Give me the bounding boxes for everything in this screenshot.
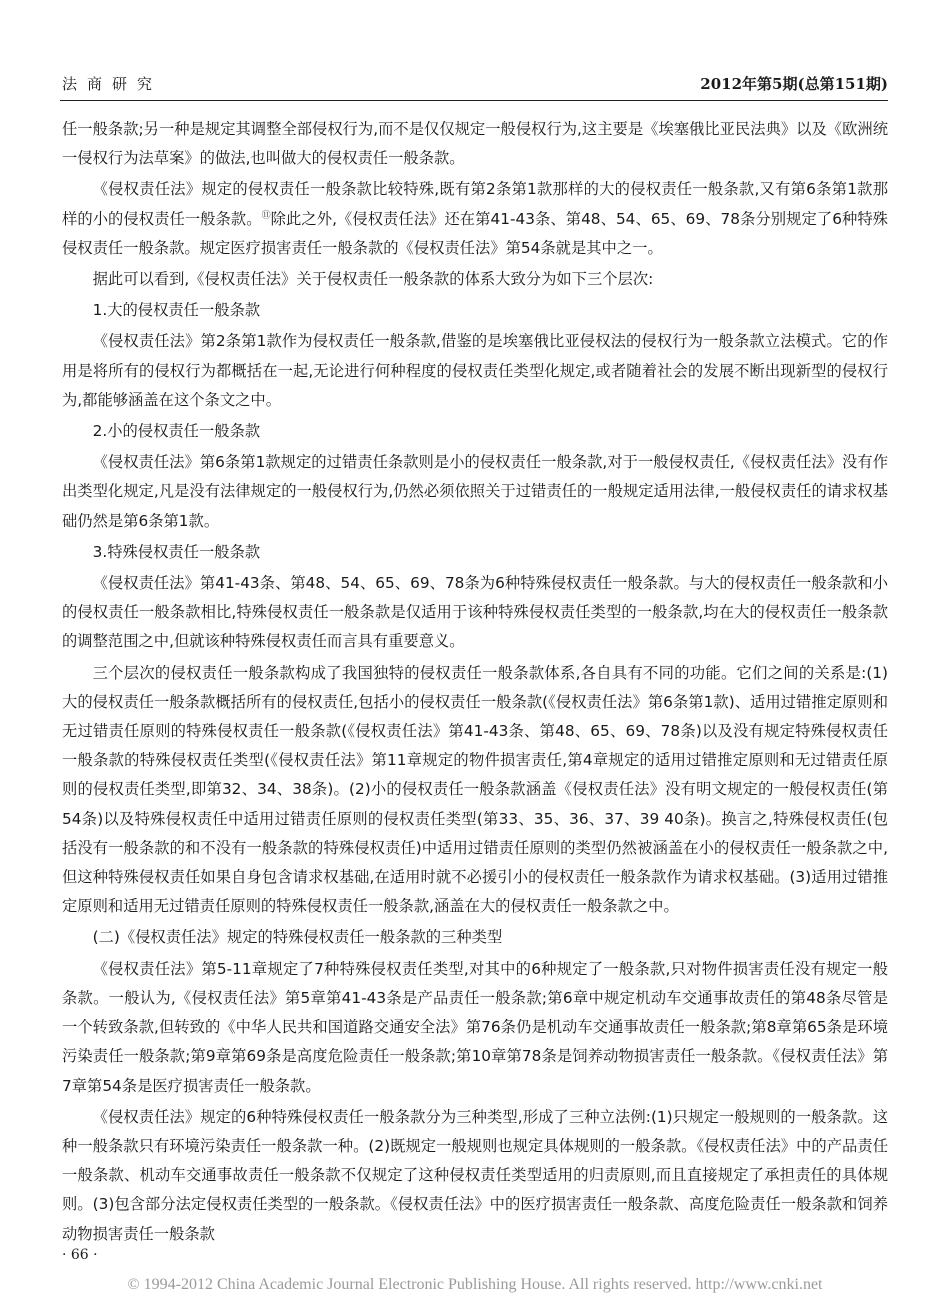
article-body: [62, 115, 888, 1251]
paragraph: 据此可以看到,《侵权责任法》关于侵权责任一般条款的体系大致分为如下三个层次:: [92, 270, 654, 289]
paragraph-text: 《侵权责任法》规定的侵权责任一般条款比较特殊,既有第2条第1款那样的大的侵权责任一般条款,又有第6条第1款那样的小的侵权责任一般条款。: [62, 180, 888, 228]
paragraph: 《侵权责任法》第41-43条、第48、54、65、69、78条为6种特殊侵权责任一般条款。与大的侵权责任一般条款和小的侵权责任一般条款相比,特殊侵权责任一般条款是仅适用于该种特殊侵权责任类型的一般条款,均在大的侵权责任一般条款的调整范围之中,但就该种特殊侵权责任而言具有重要意义。: [62, 574, 888, 651]
paragraph-text: 除此之外,《侵权责任法》还在第41-43条、第48、54、65、69、78条分别规定了6种特殊侵权责任一般条款。规定医疗损害责任一般条款的《侵权责任法》第54条就是其中之一。: [62, 209, 888, 257]
subheading: 3.特殊侵权责任一般条款: [92, 542, 261, 561]
subheading: 2.小的侵权责任一般条款: [92, 422, 261, 441]
section-heading: (二)《侵权责任法》规定的特殊侵权责任一般条款的三种类型: [92, 928, 503, 947]
journal-name: 法商研究: [62, 75, 163, 93]
paragraph: 任一般条款;另一种是规定其调整全部侵权行为,而不是仅仅规定一般侵权行为,这主要是《埃塞俄比亚民法典》以及《欧洲统一侵权行为法草案》的做法,也叫做大的侵权责任一般条款。: [62, 120, 888, 168]
footnote-ref[interactable]: ⑪: [261, 210, 271, 221]
issue-info: 2012年第5期(总第151期): [700, 75, 888, 93]
subheading: 1.大的侵权责任一般条款: [92, 301, 261, 320]
page-number: · 66 ·: [62, 1247, 98, 1263]
paragraph: 《侵权责任法》第6条第1款规定的过错责任条款则是小的侵权责任一般条款,对于一般侵权责任,《侵权责任法》没有作出类型化规定,凡是没有法律规定的一般侵权行为,仍然必须依照关于过错责任的一般规定适用法律,一般侵权责任的请求权基础仍然是第6条第1款。: [62, 453, 888, 530]
paragraph: 《侵权责任法》规定的6种特殊侵权责任一般条款分为三种类型,形成了三种立法例:(1)只规定一般规则的一般条款。这种一般条款只有环境污染责任一般条款一种。(2)既规定一般规则也规定具体规则的一般条款。《侵权责任法》中的产品责任一般条款、机动车交通事故责任一般条款不仅规定了这种侵权责任类型适用的归责原则,而且直接规定了承担责任的具体规则。(3)包含部分法定侵权责任类型的一般条款。《侵权责任法》中的医疗损害责任一般条款、高度危险责任一般条款和饲养动物损害责任一般条款: [62, 1107, 888, 1243]
paragraph: 三个层次的侵权责任一般条款构成了我国独特的侵权责任一般条款体系,各自具有不同的功能。它们之间的关系是:(1)大的侵权责任一般条款概括所有的侵权责任,包括小的侵权责任一般条款(《侵权责任法》第6条第1款)、适用过错推定原则和无过错责任原则的特殊侵权责任一般条款(《侵权责任法》第41-43条、第48、65、69、78条)以及没有规定特殊侵权责任一般条款的特殊侵权责任类型(《侵权责任法》第11章规定的物件损害责任,第4章规定的适用过错推定原则和无过错责任原则的侵权责任类型,即第32、34、38条)。(2)小的侵权责任一般条款涵盖《侵权责任法》没有明文规定的一般侵权责任(第54条)以及特殊侵权责任中适用过错责任原则的侵权责任类型(第33、35、36、37、39 40条)。换言之,特殊侵权责任(包括没有一般条款的和不没有一般条款的特殊侵权责任)中适用过错责任原则的类型仍然被涵盖在小的侵权责任一般条款之中,但这种特殊侵权责任如果自身包含请求权基础,在适用时就不必援引小的侵权责任一般条款作为请求权基础。(3)适用过错推定原则和适用无过错责任原则的特殊侵权责任一般条款,涵盖在大的侵权责任一般条款之中。: [62, 663, 888, 916]
copyright-footer: © 1994-2012 China Academic Journal Electronic Publishing House. All rights reserved. http://www.cnki.net: [127, 1276, 823, 1293]
paragraph: 《侵权责任法》第5-11章规定了7种特殊侵权责任类型,对其中的6种规定了一般条款,只对物件损害责任没有规定一般条款。一般认为,《侵权责任法》第5章第41-43条是产品责任一般条款;第6章中规定机动车交通事故责任的第48条尽管是一个转致条款,但转致的《中华人民共和国道路交通安全法》第76条仍是机动车交通事故责任一般条款;第8章第65条是环境污染责任一般条款;第9章第69条是高度危险责任一般条款;第10章第78条是饲养动物损害责任一般条款。《侵权责任法》第7章第54条是医疗损害责任一般条款。: [62, 959, 888, 1095]
running-header: [60, 70, 888, 101]
paragraph: [62, 175, 888, 263]
paragraph: 《侵权责任法》第2条第1款作为侵权责任一般条款,借鉴的是埃塞俄比亚侵权法的侵权行为一般条款立法模式。它的作用是将所有的侵权行为都概括在一起,无论进行何种程度的侵权责任类型化规定,或者随着社会的发展不断出现新型的侵权行为,都能够涵盖在这个条文之中。: [62, 332, 888, 409]
